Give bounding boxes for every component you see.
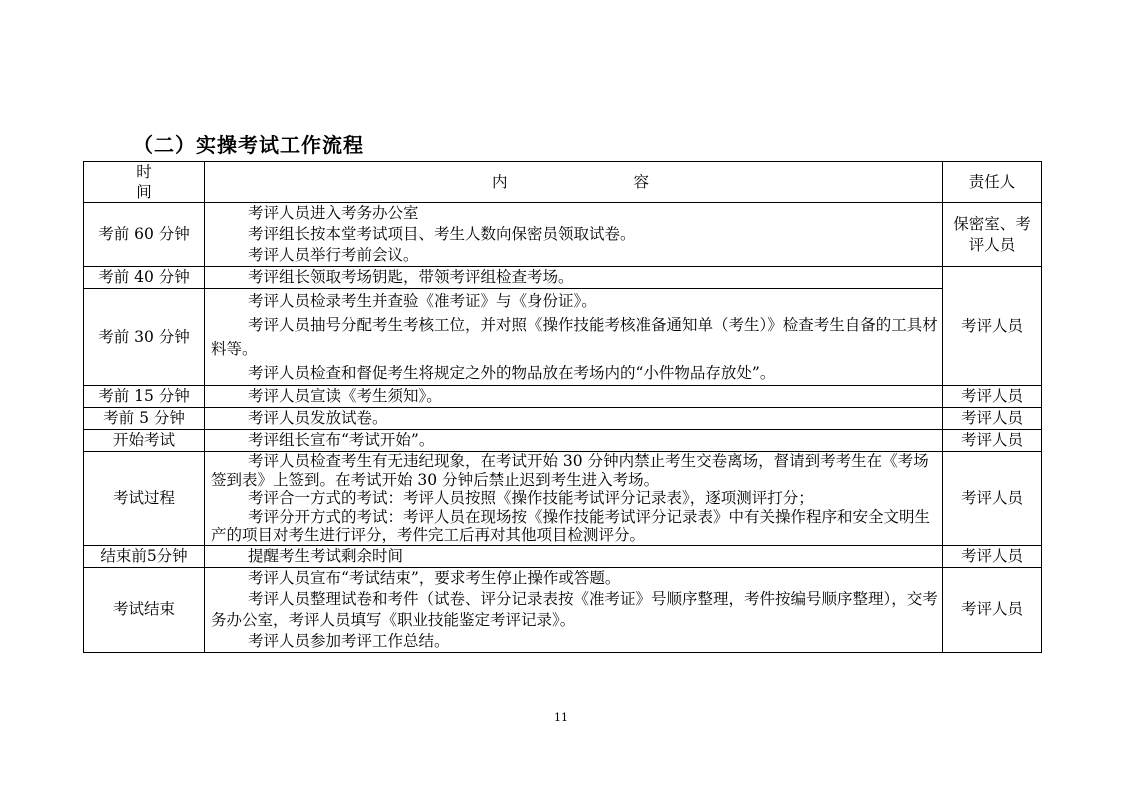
row-responsible: 考评人员 [943, 386, 1042, 408]
table-row [84, 267, 1042, 289]
table-row [84, 386, 1042, 408]
content-line: 提醒考生考试剩余时间 [248, 546, 404, 565]
content-line: 考评人员检录考生并查验《准考证》与《身份证》。 [248, 292, 597, 310]
row-time: 考前 60 分钟 [84, 203, 205, 267]
row-time: 考前 40 分钟 [84, 267, 205, 289]
row-responsible: 考评人员 [943, 408, 1042, 430]
section-title: （二）实操考试工作流程 [133, 133, 364, 157]
row-content [205, 408, 943, 430]
row-responsible: 考评人员 [943, 267, 1042, 386]
row-responsible: 考评人员 [943, 430, 1042, 452]
table-row [84, 430, 1042, 452]
table-row [84, 203, 1042, 267]
row-time: 考试结束 [84, 567, 205, 652]
row-content [205, 289, 943, 386]
content-line: 考评人员宣读《考生须知》。 [248, 387, 442, 405]
content-line: 考评人员整理试卷和考件（试卷、评分记录表按《准考证》号顺序整理，考件按编号顺序整理），交考务办公室，考评人员填写《职业技能鉴定考评记录》。 [211, 589, 938, 629]
content-line: 考评人员发放试卷。 [248, 409, 388, 427]
header-row [84, 162, 1042, 203]
row-time: 考前 30 分钟 [84, 289, 205, 386]
row-content [205, 545, 943, 567]
row-content [205, 386, 943, 408]
row-time: 考试过程 [84, 452, 205, 546]
row-responsible: 考评人员 [943, 545, 1042, 567]
table-row [84, 567, 1042, 652]
row-time: 结束前5分钟 [84, 545, 205, 567]
table-row [84, 289, 1042, 386]
row-content [205, 452, 943, 546]
workflow-table [83, 161, 1042, 653]
content-line: 考评组长按本堂考试项目、考生人数向保密员领取试卷。 [248, 225, 636, 243]
content-line: 考评组长领取考场钥匙，带领考评组检查考场。 [248, 268, 574, 286]
row-content [205, 567, 943, 652]
row-responsible: 考评人员 [943, 567, 1042, 652]
row-time: 考前 15 分钟 [84, 386, 205, 408]
content-line: 考评人员进入考务办公室 [248, 204, 419, 222]
row-content [205, 430, 943, 452]
content-line: 考评合一方式的考试：考评人员按照《操作技能考试评分记录表》，逐项测评打分； [248, 489, 814, 507]
row-responsible: 考评人员 [943, 452, 1042, 546]
table-row [84, 408, 1042, 430]
content-line: 考评分开方式的考试：考评人员在现场按《操作技能考试评分记录表》中有关操作程序和安全文明生产的项目对考生进行评分，考件完工后再对其他项目检测评分。 [211, 507, 931, 544]
table-row [84, 452, 1042, 546]
content-line: 考评人员宣布“考试结束”，要求考生停止操作或答题。 [248, 568, 621, 587]
row-responsible: 保密室、考评人员 [943, 203, 1042, 267]
row-content [205, 203, 943, 267]
row-time: 考前 5 分钟 [84, 408, 205, 430]
content-line: 考评人员举行考前会议。 [248, 246, 419, 264]
header-time: 时间 [84, 162, 205, 203]
content-line: 考评人员参加考评工作总结。 [248, 631, 450, 650]
row-time: 开始考试 [84, 430, 205, 452]
header-content: 内容 [205, 162, 943, 203]
table-row [84, 545, 1042, 567]
page-number: 11 [554, 711, 568, 724]
content-line: 考评人员检查考生有无违纪现象，在考试开始 30 分钟内禁止考生交卷离场，督请到考考生在《考场签到表》上签到。在考试开始 30 分钟后禁止迟到考生进入考场。 [211, 452, 929, 489]
content-line: 考评人员检查和督促考生将规定之外的物品放在考场内的“小件物品存放处”。 [248, 364, 776, 382]
row-content [205, 267, 943, 289]
content-line: 考评人员抽号分配考生考核工位，并对照《操作技能考核准备通知单（考生）》检查考生自备的工具材料等。 [211, 316, 938, 358]
content-line: 考评组长宣布“考试开始”。 [248, 431, 435, 449]
header-responsible: 责任人 [943, 162, 1042, 203]
